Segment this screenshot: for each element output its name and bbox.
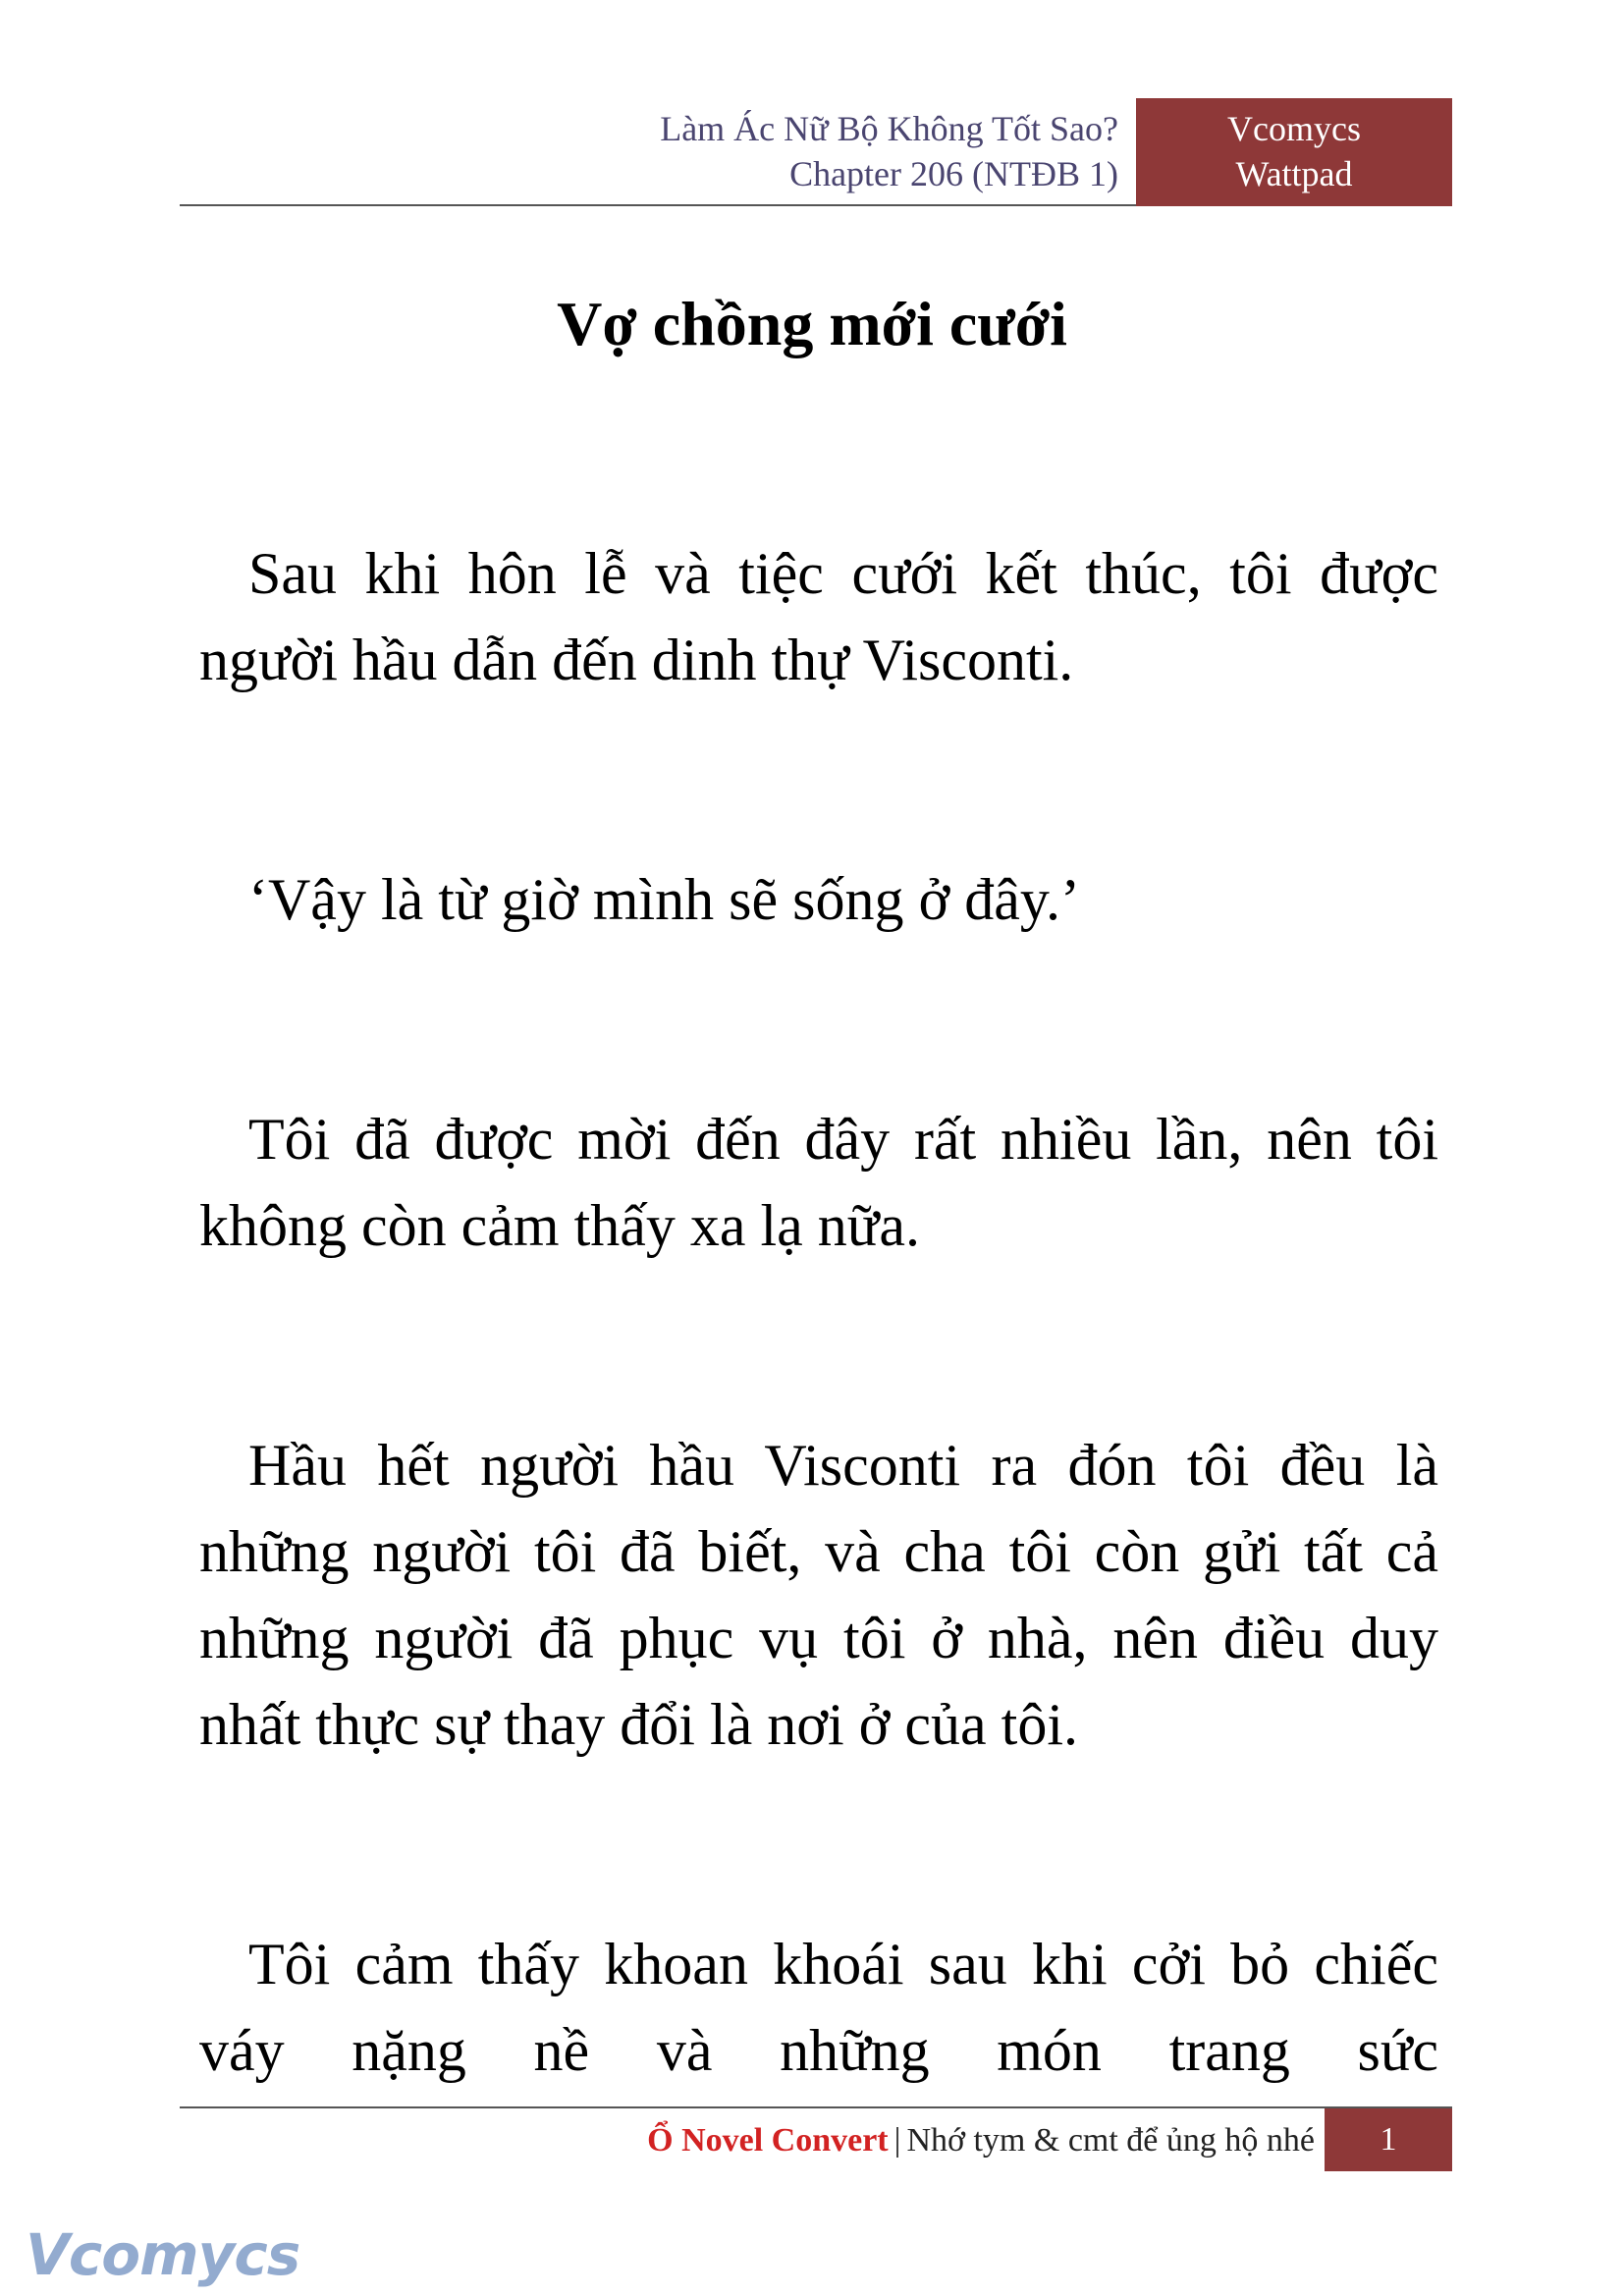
footer-text (647, 2116, 1315, 2165)
paragraph: Tôi đã được mời đến đây rất nhiều lần, nên tôi không còn cảm thấy xa lạ nữa. (199, 1107, 1438, 1258)
paragraph: Hầu hết người hầu Visconti ra đón tôi đều là những người tôi đã biết, và cha tôi còn gửi tất cả những người đã phục vụ tôi ở nhà, nên điều duy nhất thực sự thay đổi là nơi ở của tôi. (199, 1433, 1438, 1757)
brand-line-2: Wattpad (1235, 154, 1353, 193)
chapter-label: Chapter 206 (NTĐB 1) (789, 154, 1118, 193)
page-number: 1 (1325, 2108, 1452, 2171)
brand-box (1136, 98, 1452, 206)
watermark-logo: Vcomycs (26, 2221, 300, 2288)
paragraph: Tôi cảm thấy khoan khoái sau khi cởi bỏ chiếc váy nặng nề và những món trang sức (199, 1932, 1438, 2083)
brand-line-1: Vcomycs (1227, 109, 1361, 148)
page-header (180, 98, 1452, 206)
page-footer (180, 2106, 1452, 2171)
body-text (199, 530, 1438, 2094)
paragraph: ‘Vậy là từ giờ mình sẽ sống ở đây.’ (248, 867, 1080, 932)
header-titles (660, 106, 1118, 196)
footer-note: Nhớ tym & cmt để ủng hộ nhé (906, 2122, 1315, 2159)
chapter-heading: Vợ chồng mới cưới (557, 289, 1067, 358)
footer-brand: Ổ Novel Convert (647, 2122, 889, 2159)
book-title: Làm Ác Nữ Bộ Không Tốt Sao? (660, 109, 1118, 148)
footer-separator: | (893, 2122, 901, 2159)
paragraph: Sau khi hôn lễ và tiệc cưới kết thúc, tôi được người hầu dẫn đến dinh thự Visconti. (199, 541, 1438, 692)
